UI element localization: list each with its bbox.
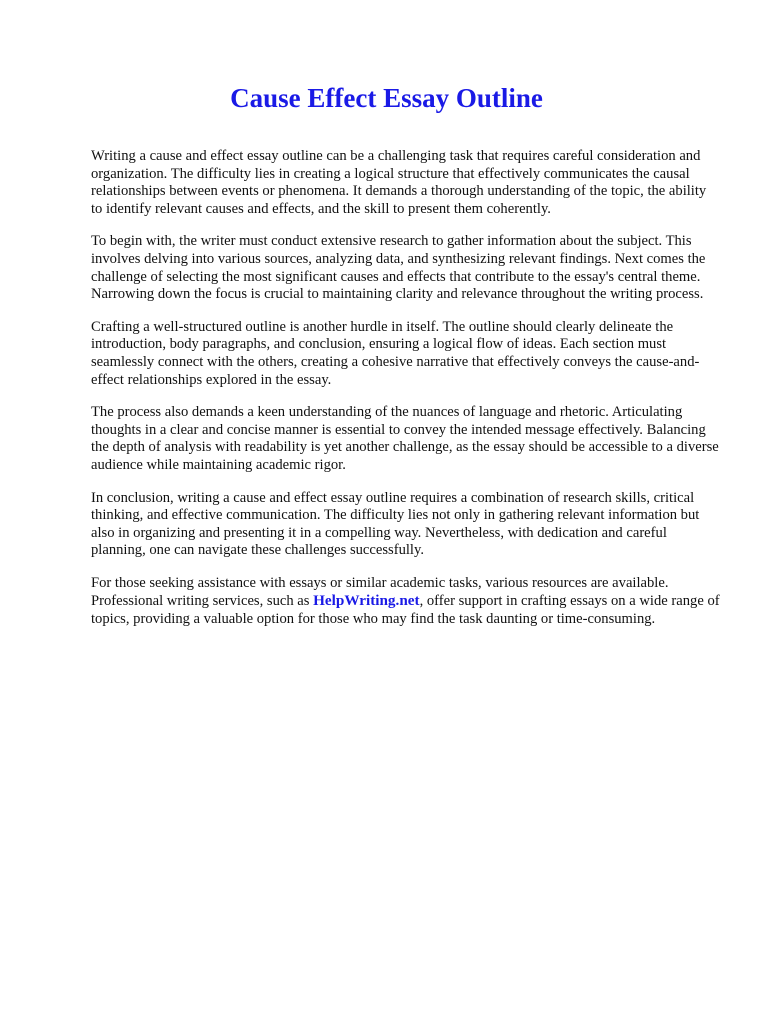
helpwriting-link[interactable]: HelpWriting.net [313, 592, 420, 610]
paragraph-intro: Writing a cause and effect essay outline can be a challenging task that requires careful consideration and organization. The difficulty lies in creating a logical structure that effectively communicates the causal relationships between events or phenomena. It demands a thorough understanding of the topic, the ability to identify relevant causes and effects, and the skill to present them coherently. [91, 148, 707, 217]
paragraph-conclusion: In conclusion, writing a cause and effect essay outline requires a combination of research skills, critical thinking, and effective communication. The difficulty lies not only in gathering relevant information but also in organizing and presenting it in a compelling way. Nevertheless, with dedication and careful planning, one can navigate these challenges successfully. [91, 489, 700, 559]
paragraph-language: The process also demands a keen understanding of the nuances of language and rhetoric. Articulating thoughts in a clear and concise manner is essential to convey the intended message effectively. Balancing the depth of analysis with readability is yet another challenge, as the essay should be accessible to a diverse audience while maintaining academic rigor. [91, 404, 719, 473]
paragraph-research: To begin with, the writer must conduct extensive research to gather information about the subject. This involves delving into various sources, analyzing data, and synthesizing relevant findings. Next comes the challenge of selecting the most significant causes and effects that contribute to the essay's central theme. Narrowing down the focus is crucial to maintaining clarity and relevance throughout the writing process. [91, 233, 706, 303]
page-title: Cause Effect Essay Outline [230, 83, 543, 113]
paragraph-structure: Crafting a well-structured outline is another hurdle in itself. The outline should clearly delineate the introduction, body paragraphs, and conclusion, ensuring a logical flow of ideas. Each section must seamlessly connect with the others, creating a cohesive narrative that effectively conveys the cause-and-effect relationships explored in the essay. [91, 318, 700, 388]
assistance-text-before-link: For those seeking assistance with essays or similar academic tasks, various resources are available. Professional writing services, such as [91, 574, 669, 610]
assistance-text-after-link: , offer support in crafting essays on a wide range of topics, providing a valuable option for those who may find the task daunting or time-consuming. [91, 593, 720, 628]
paragraph-assistance [91, 575, 720, 629]
